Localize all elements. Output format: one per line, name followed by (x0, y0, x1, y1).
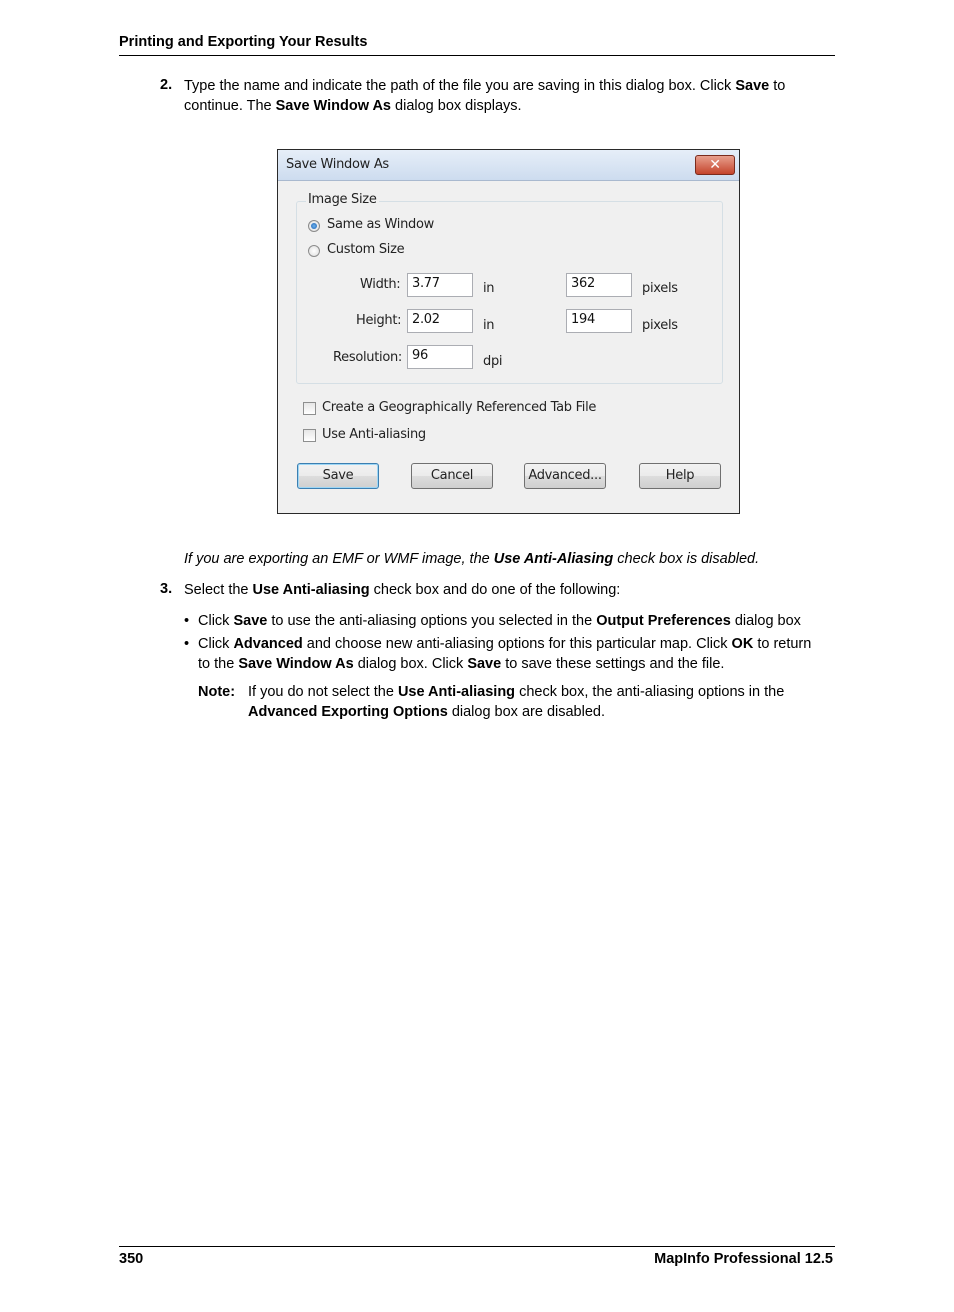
same-as-window-radio[interactable] (308, 220, 320, 232)
step-3-text (184, 580, 620, 600)
step-3-a: Select the (184, 582, 253, 598)
step-3-number: 3. (160, 581, 173, 597)
note-e: dialog box are disabled. (447, 704, 605, 720)
bullet-dot-2: • (184, 636, 190, 652)
geo-tab-checkbox[interactable] (303, 402, 316, 415)
anti-aliasing-label: Use Anti-aliasing (322, 427, 426, 442)
bullet-2 (198, 634, 811, 674)
anti-aliasing-checkbox[interactable] (303, 429, 316, 442)
step-2-text-f: dialog box displays. (391, 98, 522, 114)
width-pixels-field[interactable]: 362 (566, 273, 632, 297)
product-name: MapInfo Professional 12.5 (654, 1251, 833, 1267)
cancel-button[interactable]: Cancel (411, 463, 493, 489)
bullet-1-a: Click (198, 613, 234, 629)
bullet-2-d: OK (731, 636, 754, 652)
resolution-unit: dpi (483, 354, 503, 369)
height-pixels-unit: pixels (642, 318, 678, 333)
height-in-unit: in (483, 318, 495, 333)
step-3-c: check box and do one of the following: (369, 582, 621, 598)
close-icon[interactable]: ✕ (695, 155, 735, 175)
bullet-1-e: dialog box (730, 613, 801, 629)
same-as-window-label: Same as Window (327, 217, 434, 232)
note-label: Note: (198, 684, 236, 700)
dialog-title: Save Window As (286, 157, 389, 172)
width-in-field[interactable]: 3.77 (407, 273, 473, 297)
bullet-2-i: Save (467, 656, 502, 672)
bullet-1-c: to use the anti-aliasing options you selected in the (267, 613, 597, 629)
page-number: 350 (119, 1251, 144, 1267)
custom-size-radio[interactable] (308, 245, 320, 257)
running-header (119, 34, 835, 56)
height-in-field[interactable]: 2.02 (407, 309, 473, 333)
help-button[interactable]: Help (639, 463, 721, 489)
step-2-save: Save (735, 78, 770, 94)
bullet-1 (198, 611, 801, 631)
note-c: check box, the anti-aliasing options in the (515, 684, 785, 700)
page-footer (119, 1246, 835, 1267)
step-3-b: Use Anti-aliasing (252, 582, 370, 598)
italic-note (184, 549, 759, 569)
height-pixels-field[interactable]: 194 (566, 309, 632, 333)
bullet-2-e: to return (753, 636, 812, 652)
step-2-text-d: continue. The (184, 98, 276, 114)
italic-note-b: Use Anti-Aliasing (493, 551, 614, 567)
step-2-text (184, 76, 785, 116)
save-button[interactable]: Save (297, 463, 379, 489)
bullet-1-b: Save (233, 613, 268, 629)
resolution-label: Resolution: (333, 350, 403, 365)
bullet-2-c: and choose new anti-aliasing options for this particular map. Click (302, 636, 732, 652)
italic-note-a: If you are exporting an EMF or WMF image, the (184, 551, 494, 567)
bullet-2-h: dialog box. Click (353, 656, 468, 672)
bullet-2-a: Click (198, 636, 234, 652)
step-2-text-c: to (769, 78, 786, 94)
note-text (248, 682, 784, 722)
italic-note-c: check box is disabled. (613, 551, 760, 567)
bullet-2-g: Save Window As (238, 656, 354, 672)
height-label: Height: (356, 313, 402, 328)
note-a: If you do not select the (248, 684, 398, 700)
width-label: Width: (360, 277, 401, 292)
note-b: Use Anti-aliasing (397, 684, 516, 700)
step-2-text-a: Type the name and indicate the path of the file you are saving in this dialog box. Click (184, 78, 736, 94)
resolution-field[interactable]: 96 (407, 345, 473, 369)
dialog-title-bar (278, 150, 739, 181)
step-2-dialog-name: Save Window As (275, 98, 391, 114)
save-window-as-dialog (277, 149, 740, 514)
width-pixels-unit: pixels (642, 281, 678, 296)
bullet-2-b: Advanced (233, 636, 303, 652)
custom-size-label: Custom Size (327, 242, 405, 257)
note-d: Advanced Exporting Options (248, 704, 448, 720)
bullet-2-j: to save these settings and the file. (501, 656, 725, 672)
header-title: Printing and Exporting Your Results (119, 34, 368, 50)
bullet-2-f: to the (198, 656, 239, 672)
advanced-button[interactable]: Advanced... (524, 463, 606, 489)
image-size-label: Image Size (308, 192, 377, 207)
bullet-dot-1: • (184, 613, 190, 629)
step-2-number: 2. (160, 77, 173, 93)
width-in-unit: in (483, 281, 495, 296)
geo-tab-label: Create a Geographically Referenced Tab File (322, 400, 597, 415)
bullet-1-d: Output Preferences (596, 613, 731, 629)
